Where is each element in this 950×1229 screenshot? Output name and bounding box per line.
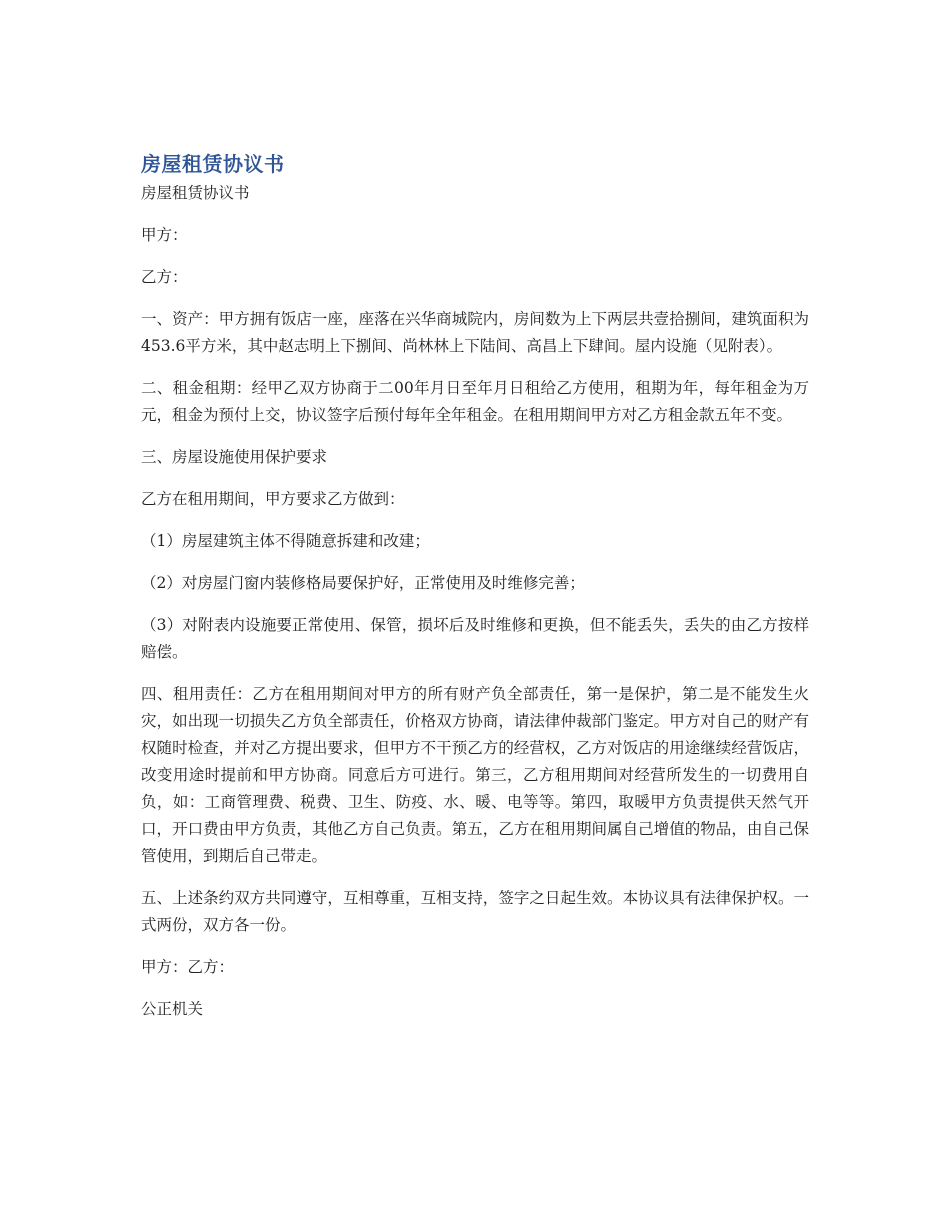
- clause-3-intro: 乙方在租用期间，甲方要求乙方做到：: [141, 490, 405, 508]
- party-a-label: 甲方：: [141, 226, 188, 244]
- clause-2-rent-term: 二、租金租期：经甲乙双方协商于二00年月日至年月日租给乙方使用，租期为年，每年租金为万元，租金为预付上交，协议签字后预付每年全年租金。在租用期间甲方对乙方租金款五年不变。: [141, 379, 809, 424]
- document-page: [141, 148, 809, 1023]
- clause-3-heading: 三、房屋设施使用保护要求: [141, 448, 328, 466]
- clause-5-effect: 五、上述条约双方共同遵守，互相尊重，互相支持，签字之日起生效。本协议具有法律保护权。一式两份，双方各一份。: [141, 889, 809, 934]
- document-title: 房屋租赁协议书: [141, 152, 285, 176]
- clause-3-item-2: （2）对房屋门窗内装修格局要保护好，正常使用及时维修完善；: [141, 574, 585, 592]
- document-subtitle: 房屋租赁协议书: [141, 184, 250, 202]
- notary-office: 公正机关: [141, 1000, 204, 1018]
- clause-1-assets: 一、资产：甲方拥有饭店一座，座落在兴华商城院内，房间数为上下两层共壹拾捌间，建筑面积为453.6平方米，其中赵志明上下捌间、尚林林上下陆间、高昌上下肆间。屋内设施（见附表）。: [141, 310, 809, 355]
- clause-4-responsibility: 四、租用责任：乙方在租用期间对甲方的所有财产负全部责任，第一是保护，第二是不能发生火灾，如出现一切损失乙方负全部责任，价格双方协商，请法律仲裁部门鉴定。甲方对自己的财产有权随时检查，并对乙方提出要求，但甲方不干预乙方的经营权，乙方对饭店的用途继续经营饭店，改变用途时提前和甲方协商。同意后方可进行。第三，乙方租用期间对经营所发生的一切费用自负，如：工商管理费、税费、卫生、防疫、水、暖、电等等。第四，取暖甲方负责提供天然气开口，开口费由甲方负责，其他乙方自己负责。第五，乙方在租用期间属自己增值的物品，由自己保管使用，到期后自己带走。: [141, 685, 809, 865]
- clause-3-item-1: （1）房屋建筑主体不得随意拆建和改建；: [141, 532, 430, 550]
- signature-line: 甲方：乙方：: [141, 958, 235, 976]
- party-b-label: 乙方：: [141, 268, 188, 286]
- clause-3-item-3: （3）对附表内设施要正常使用、保管，损坏后及时维修和更换，但不能丢失，丢失的由乙方按样赔偿。: [141, 616, 809, 661]
